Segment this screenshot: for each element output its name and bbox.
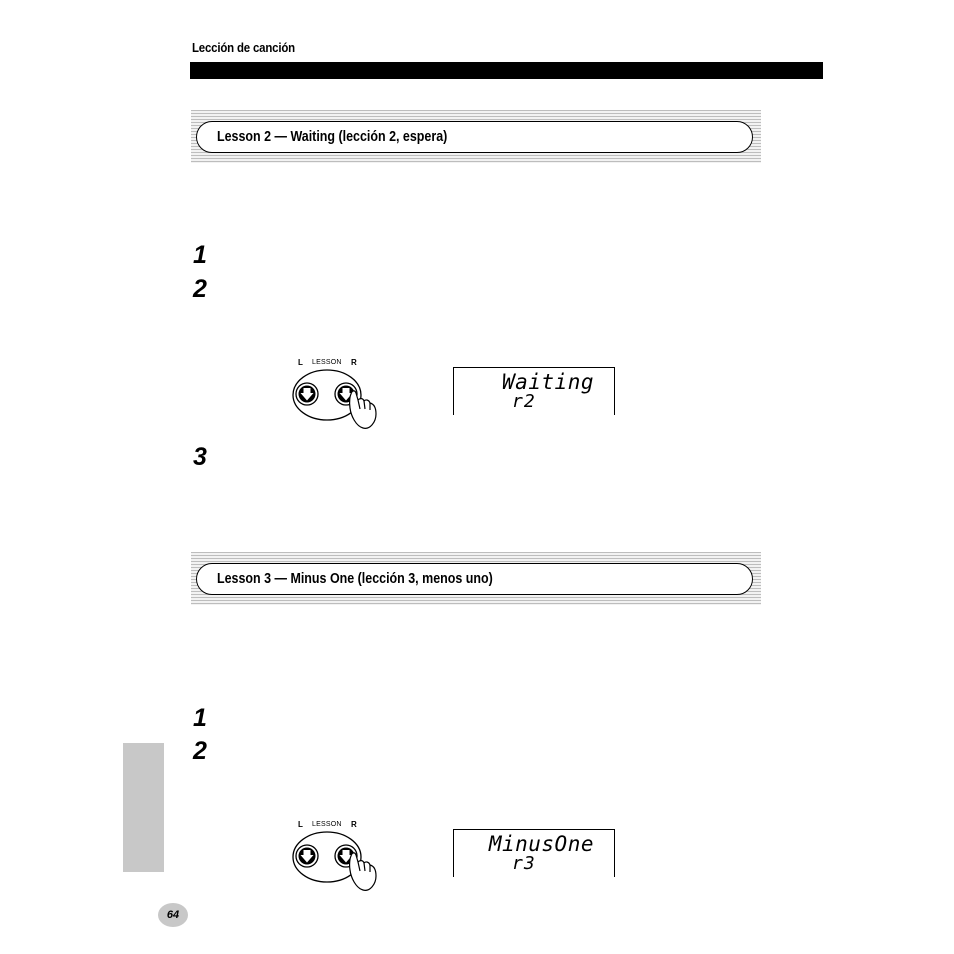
running-header-title: Lección de canción <box>192 40 296 55</box>
step-number: 3 <box>193 443 207 471</box>
lcd-line-lesson-name: Waiting <box>501 370 594 394</box>
chapter-side-tab <box>123 743 164 872</box>
section-banner-lesson-3 <box>191 552 761 605</box>
step-number: 2 <box>193 275 207 303</box>
panel-label-center: LESSON <box>312 359 342 366</box>
panel-label-center: LESSON <box>312 821 342 828</box>
header-rule <box>190 62 823 79</box>
lcd-line-lesson-code: r3 <box>512 853 536 874</box>
section-title: Lesson 3 — Minus One (lección 3, menos uno) <box>217 571 493 587</box>
step-number: 1 <box>193 241 207 269</box>
lcd-display <box>453 829 615 877</box>
panel-label-left: L <box>298 358 303 367</box>
step-number: 1 <box>193 704 207 732</box>
pressing-finger-icon <box>350 391 376 428</box>
lesson-buttons-illustration <box>290 818 390 898</box>
pressing-finger-icon <box>350 853 376 890</box>
lcd-display <box>453 367 615 415</box>
section-title-frame <box>196 563 753 595</box>
step-number: 2 <box>193 737 207 765</box>
lesson-button-panel <box>290 818 390 898</box>
panel-label-right: R <box>351 820 357 829</box>
panel-label-right: R <box>351 358 357 367</box>
lesson-button-panel <box>290 356 390 436</box>
lcd-line-lesson-code: r2 <box>512 391 536 412</box>
section-title-frame <box>196 121 753 153</box>
panel-label-left: L <box>298 820 303 829</box>
section-banner-lesson-2 <box>191 110 761 163</box>
section-title: Lesson 2 — Waiting (lección 2, espera) <box>217 129 448 145</box>
lcd-line-lesson-name: MinusOne <box>488 832 594 856</box>
page-number: 64 <box>158 903 188 927</box>
lesson-buttons-illustration <box>290 356 390 436</box>
